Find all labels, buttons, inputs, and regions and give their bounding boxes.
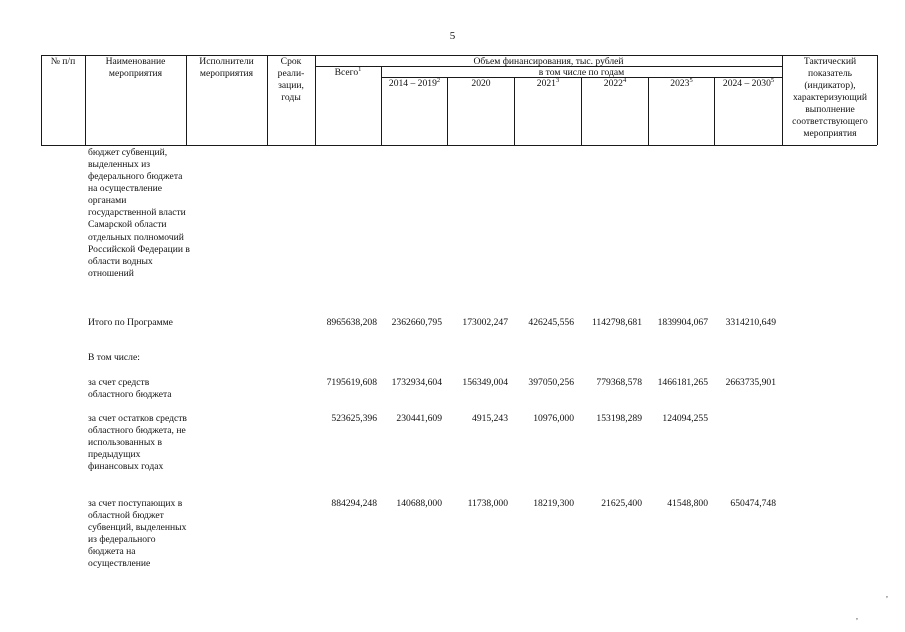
header-year-label: 2020 xyxy=(471,78,491,89)
page-number: 5 xyxy=(449,30,456,42)
row-total-2023: 1839904,067 xyxy=(657,317,708,328)
row-total-2014-2019: 2362660,795 xyxy=(391,317,442,328)
row-federal-2014-2019: 140688,000 xyxy=(396,498,442,509)
header-year-label: 2024 – 2030 xyxy=(722,78,771,89)
header-col-financing: Объем финансирования, тыс. рублей xyxy=(473,56,624,67)
row-remaining-sum: 523625,396 xyxy=(331,413,377,424)
footnote-mark: 5 xyxy=(770,76,775,84)
row-federal-sum: 884294,248 xyxy=(331,498,377,509)
row-name-remaining-funds: за счет остатков средств областного бюджета, не использованных в предыдущих финансовых годах xyxy=(88,413,187,473)
row-regional-2014-2019: 1732934,604 xyxy=(391,377,442,388)
row-federal-2022: 21625,400 xyxy=(601,498,642,509)
header-col-indicator: Тактический показатель (индикатор), характеризующий выполнение соответствующего мероприятия xyxy=(792,56,868,140)
row-remaining-2022: 153198,289 xyxy=(596,413,642,424)
header-rule-v3 xyxy=(267,55,268,145)
row-regional-2021: 397050,256 xyxy=(528,377,574,388)
header-year-2014-2019 xyxy=(382,78,447,90)
row-regional-2020: 156349,004 xyxy=(462,377,508,388)
row-regional-2024-2030: 2663735,901 xyxy=(725,377,776,388)
header-year-label: 2022 xyxy=(603,78,623,89)
header-year-2020 xyxy=(448,78,514,90)
header-col-executors: Исполнители мероприятия xyxy=(199,56,254,80)
row-name-federal-subventions: за счет поступающих в областной бюджет субвенций, выделенных из федерального бюджета на осуществление xyxy=(88,498,187,570)
header-bottom-rule xyxy=(41,145,877,146)
row-regional-sum: 7195619,608 xyxy=(326,377,377,388)
header-rule-v2 xyxy=(186,55,187,145)
header-year-2023 xyxy=(649,78,714,90)
row-federal-2021: 18219,300 xyxy=(533,498,574,509)
footnote-mark: 5 xyxy=(689,76,693,84)
row-name-regional-budget: за счет средств областного бюджета xyxy=(88,377,172,401)
footnote-mark: 3 xyxy=(555,76,560,84)
header-col-term: Срок реали- зации, годы xyxy=(277,56,305,104)
row-regional-2022: 779368,578 xyxy=(596,377,642,388)
row-federal-2024-2030: 650474,748 xyxy=(730,498,776,509)
row-remaining-2023: 124094,255 xyxy=(662,413,708,424)
header-year-2024-2030 xyxy=(715,78,782,90)
header-col-number: № п/п xyxy=(50,56,76,67)
row-federal-2023: 41548,800 xyxy=(667,498,708,509)
header-rule-v4 xyxy=(315,55,316,145)
header-col-name: Наименование мероприятия xyxy=(105,56,166,80)
row-name-including: В том числе: xyxy=(88,352,140,363)
row-regional-2023: 1466181,265 xyxy=(657,377,708,388)
header-year-2022 xyxy=(582,78,648,90)
row-total-2021: 426245,556 xyxy=(528,317,574,328)
row-total-2024-2030: 3314210,649 xyxy=(725,317,776,328)
row-total-sum: 8965638,208 xyxy=(326,317,377,328)
header-year-2021 xyxy=(515,78,581,90)
header-col-total-label: Всего xyxy=(334,67,359,78)
header-year-label: 2014 – 2019 xyxy=(388,78,437,89)
header-col-total xyxy=(317,67,379,79)
row-total-2020: 173002,247 xyxy=(462,317,508,328)
footnote-mark: 4 xyxy=(622,76,627,84)
row-remaining-2020: 4915,243 xyxy=(472,413,508,424)
header-year-label: 2023 xyxy=(670,78,690,89)
row-name-continuation: бюджет субвенций, выделенных из федерального бюджета на осуществление органами государственной власти Самарской области отдельных полномочий Российской Федерации в области водных отношений xyxy=(88,147,190,279)
row-remaining-2021: 10976,000 xyxy=(533,413,574,424)
header-year-label: 2021 xyxy=(536,78,556,89)
header-rule-v11 xyxy=(782,55,783,145)
footnote-mark: 1 xyxy=(358,65,362,73)
scan-speck: , xyxy=(856,612,858,621)
scan-speck: , xyxy=(886,590,888,599)
row-federal-2020: 11738,000 xyxy=(467,498,508,509)
header-col-years: в том числе по годам xyxy=(538,67,625,78)
row-name-total: Итого по Программе xyxy=(88,317,173,328)
header-rule-v1 xyxy=(85,55,86,145)
row-total-2022: 1142798,681 xyxy=(591,317,642,328)
footnote-mark: 2 xyxy=(436,76,441,84)
header-rule-v0 xyxy=(41,55,42,145)
header-rule-v12 xyxy=(877,55,878,145)
table-header xyxy=(41,55,877,145)
row-remaining-2014-2019: 230441,609 xyxy=(396,413,442,424)
